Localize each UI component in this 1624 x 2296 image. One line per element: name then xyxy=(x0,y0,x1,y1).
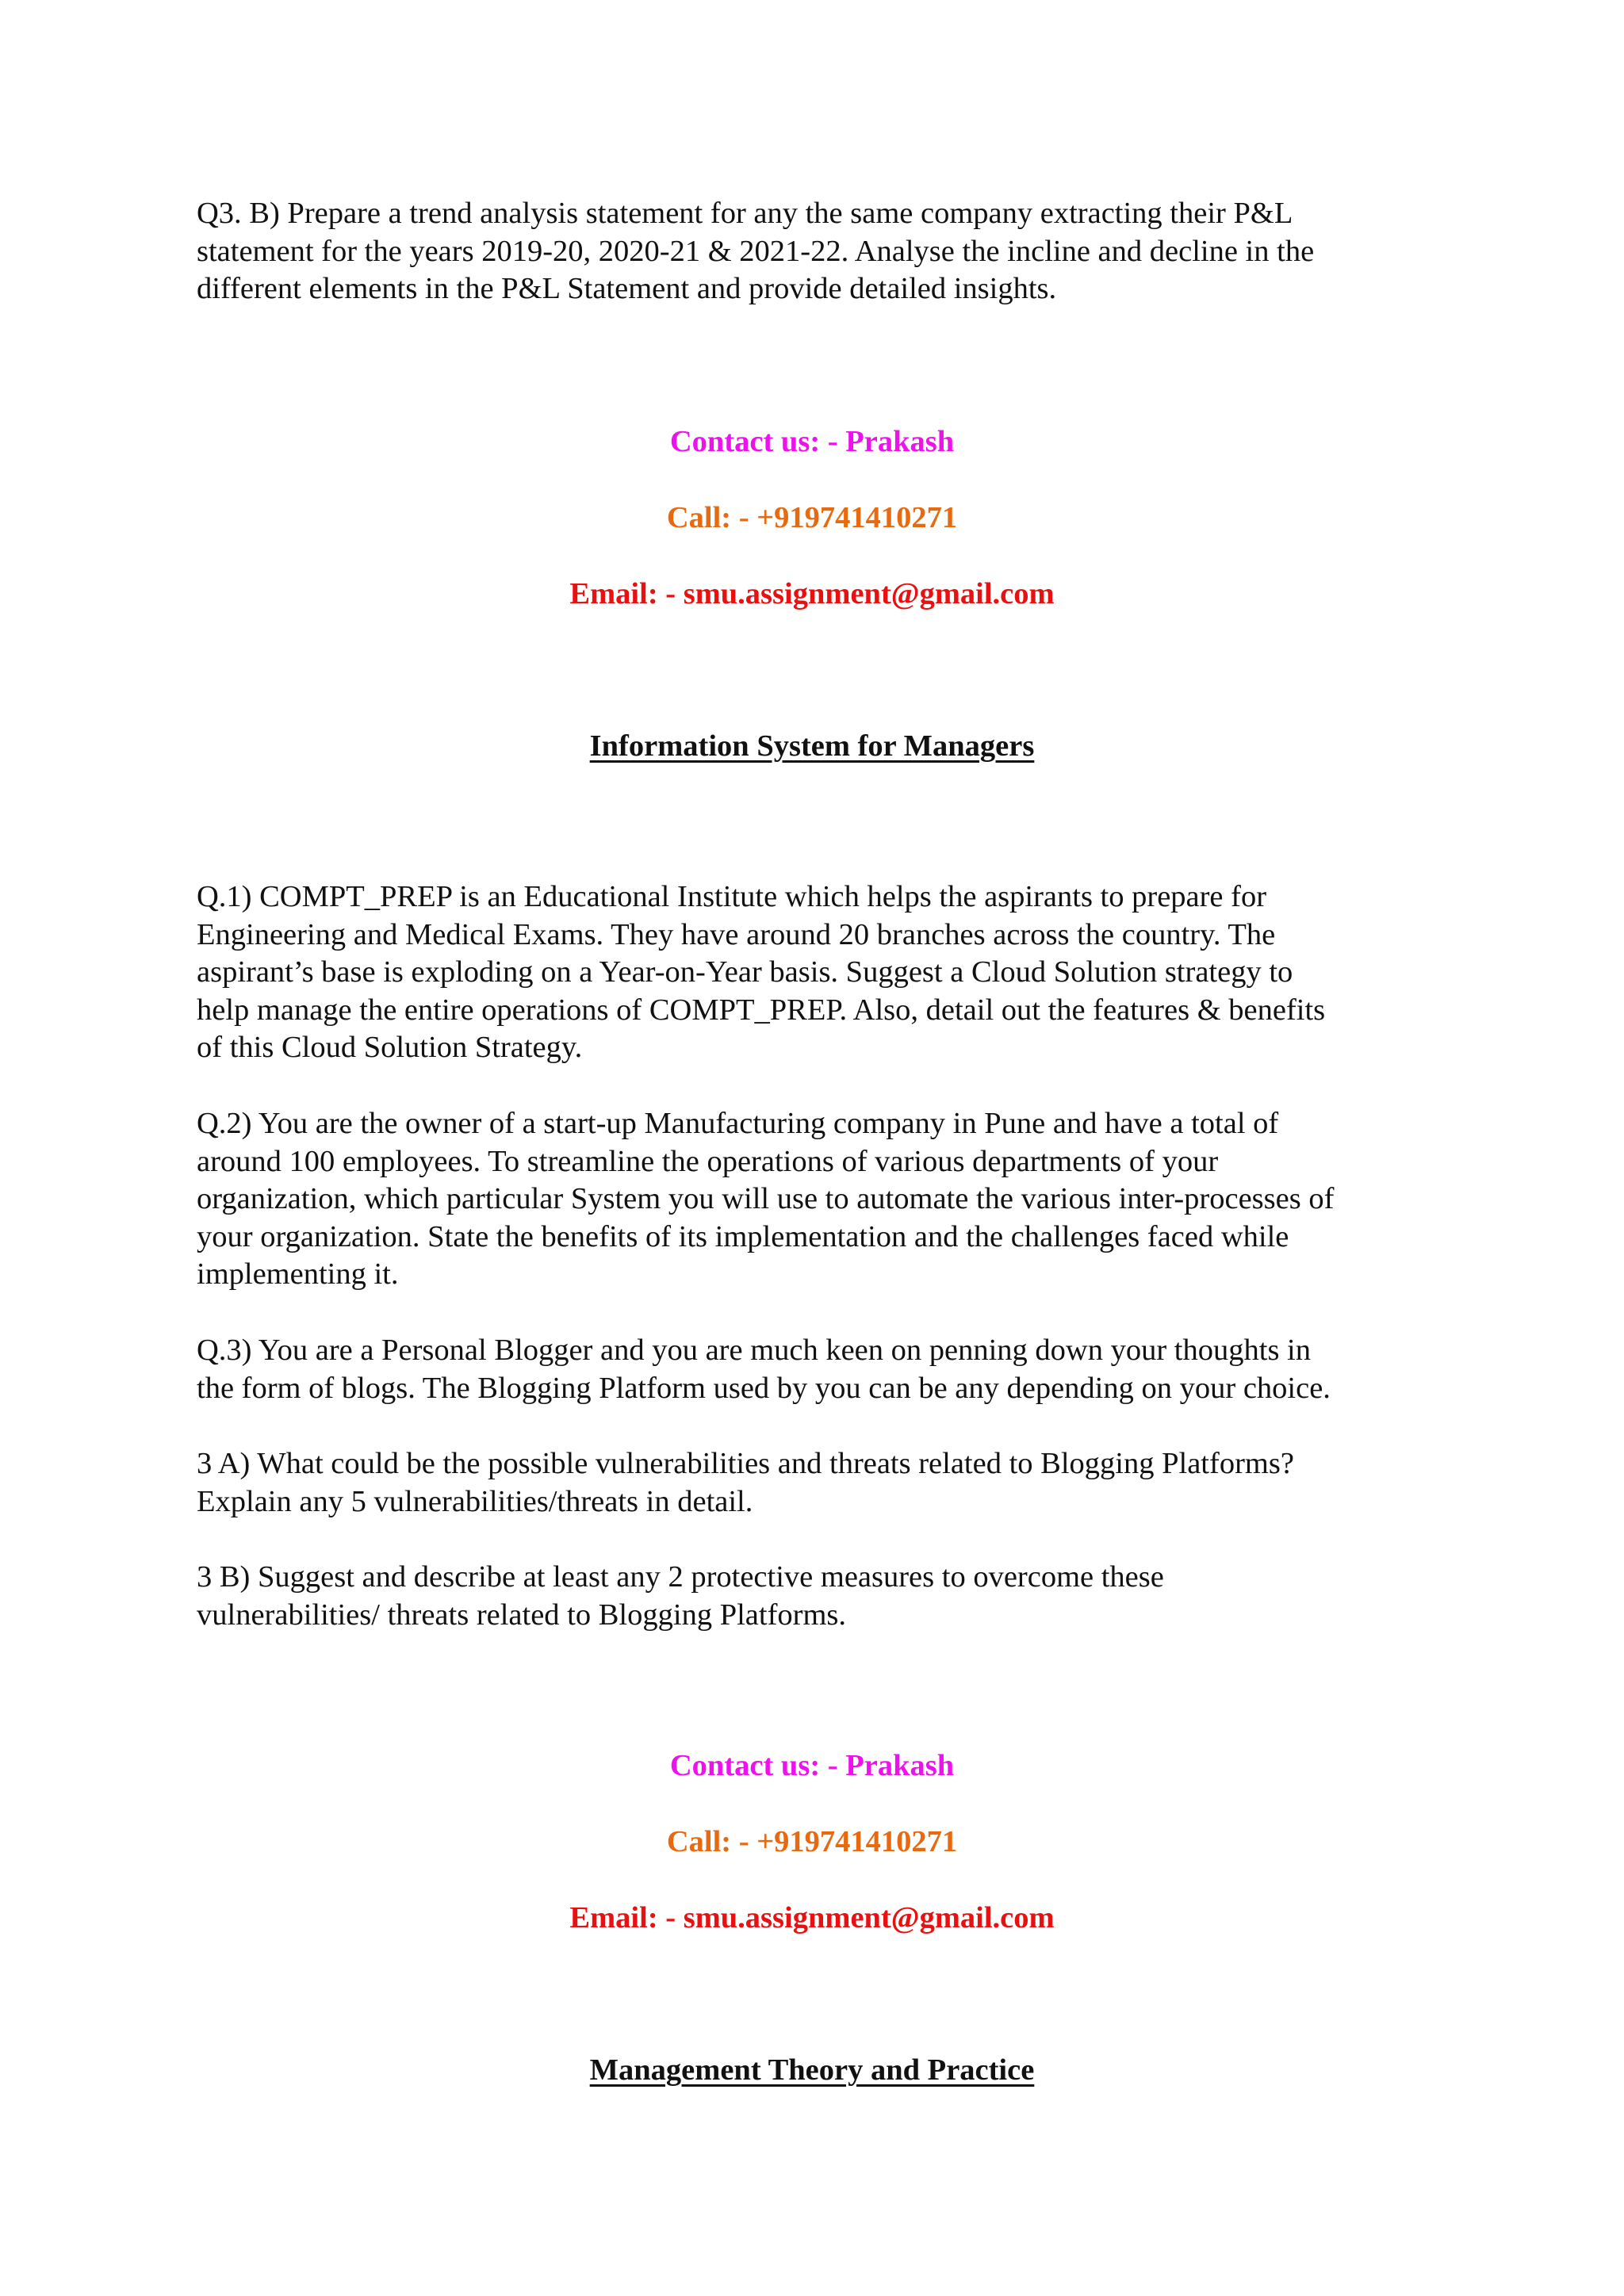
contact-name: Contact us: - Prakash xyxy=(669,1749,955,1782)
text-line: help manage the entire operations of COMPT_PREP. Also, detail out the features & benefits xyxy=(197,993,1326,1027)
text-line: Q.2) You are the owner of a start-up Manufacturing company in Pune and have a total of xyxy=(197,1107,1279,1140)
text-line: 3 B) Suggest and describe at least any 2 protective measures to overcome these xyxy=(197,1560,1164,1594)
text-line: of this Cloud Solution Strategy. xyxy=(197,1031,583,1064)
contact-email: Email: - smu.assignment@gmail.com xyxy=(569,1901,1055,1934)
text-line: the form of blogs. The Blogging Platform used by you can be any depending on your choice. xyxy=(197,1371,1331,1405)
question-1-cloud-solution xyxy=(197,878,1442,1067)
question-3b-protective-measures xyxy=(197,1559,1442,1634)
text-line: implementing it. xyxy=(197,1257,399,1291)
text-line: your organization. State the benefits of its implementation and the challenges faced while xyxy=(197,1219,1289,1253)
contact-name: Contact us: - Prakash xyxy=(669,425,955,458)
text-line: vulnerabilities/ threats related to Blogging Platforms. xyxy=(197,1598,847,1632)
contact-email: Email: - smu.assignment@gmail.com xyxy=(569,577,1055,610)
text-line: statement for the years 2019-20, 2020-21 & 2021-22. Analyse the incline and decline in the xyxy=(197,234,1315,268)
section-heading-information-system xyxy=(0,727,1624,765)
text-line: Q.1) COMPT_PREP is an Educational Institute which helps the aspirants to prepare for xyxy=(197,880,1267,913)
question-3-blogger xyxy=(197,1332,1442,1407)
text-line: Q.3) You are a Personal Blogger and you are much keen on penning down your thoughts in xyxy=(197,1334,1312,1367)
contact-phone: Call: - +919741410271 xyxy=(666,1825,958,1858)
question-3a-vulnerabilities xyxy=(197,1445,1442,1521)
text-line: Engineering and Medical Exams. They have around 20 branches across the country. The xyxy=(197,917,1276,951)
text-line: 3 A) What could be the possible vulnerabilities and threats related to Blogging Platforms? xyxy=(197,1447,1294,1480)
text-line: Explain any 5 vulnerabilities/threats in detail. xyxy=(197,1484,753,1518)
text-line: aspirant’s base is exploding on a Year-on-Year basis. Suggest a Cloud Solution strategy to xyxy=(197,955,1293,989)
question-3b-pl-trend xyxy=(197,195,1442,308)
section-heading-management-theory xyxy=(0,2051,1624,2089)
section-heading-text: Management Theory and Practice xyxy=(589,2053,1035,2087)
contact-phone: Call: - +919741410271 xyxy=(666,501,958,534)
question-2-system-automation xyxy=(197,1105,1442,1294)
text-line: Q3. B) Prepare a trend analysis statement for any the same company extracting their P&L xyxy=(197,197,1293,230)
section-heading-text: Information System for Managers xyxy=(589,729,1035,763)
text-line: different elements in the P&L Statement and provide detailed insights. xyxy=(197,272,1057,305)
text-line: around 100 employees. To streamline the operations of various departments of your xyxy=(197,1144,1219,1178)
text-line: organization, which particular System you will use to automate the various inter-processes of xyxy=(197,1182,1335,1215)
